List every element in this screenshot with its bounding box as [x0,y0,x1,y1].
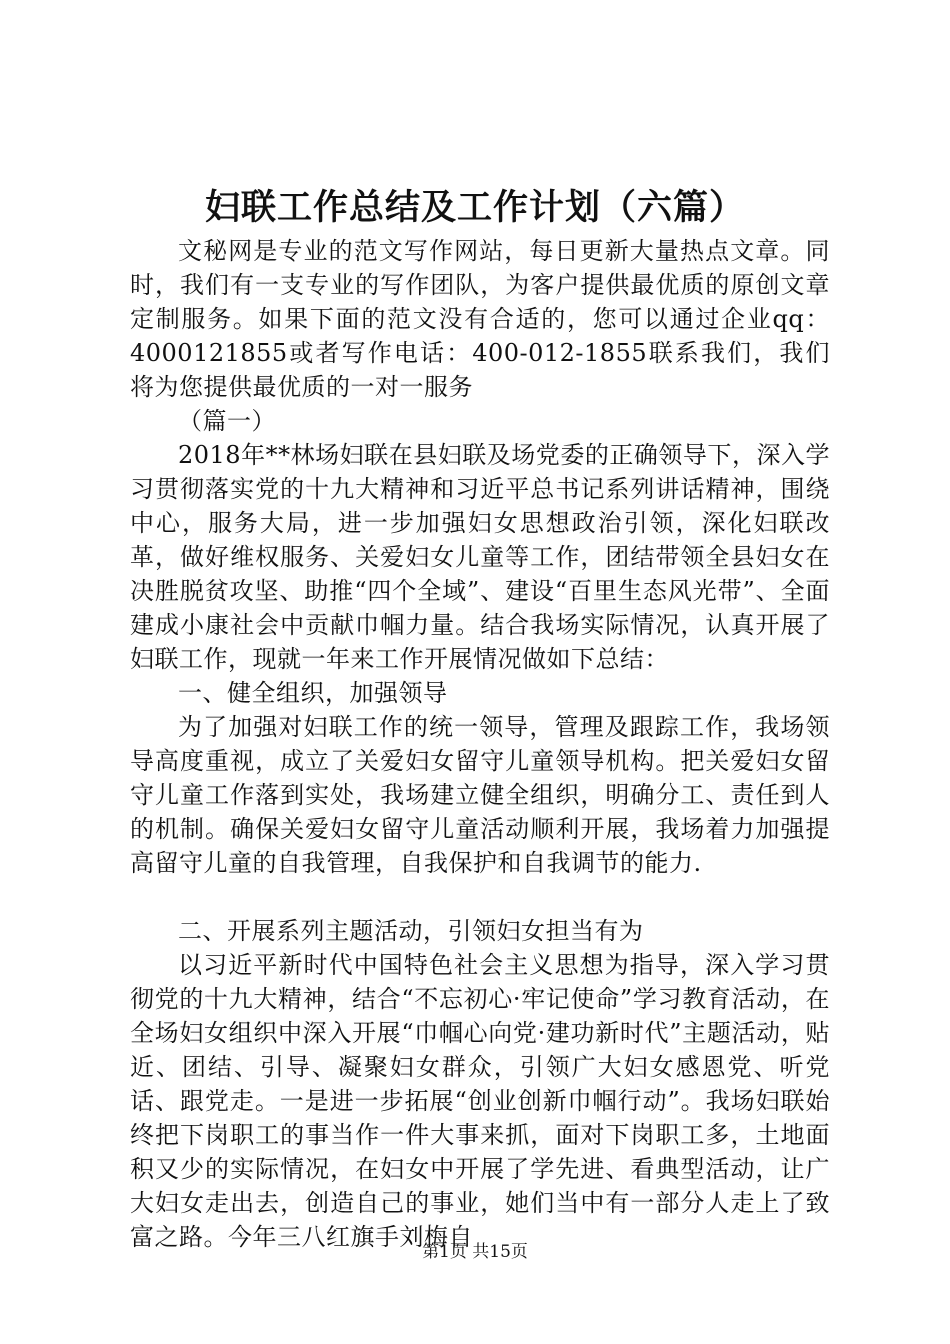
section-heading-1: 一、健全组织，加强领导 [178,679,448,707]
section-1-paragraph: 为了加强对妇联工作的统一领导，管理及跟踪工作，我场领导高度重视，成立了关爱妇女留守儿童领导机构。把关爱妇女留守儿童工作落到实处，我场建立健全组织，明确分工、责任到人的机制。确保关爱妇女留守儿童活动顺利开展，我场着力加强提高留守儿童的自我管理，自我保护和自我调节的能力. [130,713,830,877]
section-heading-2: 二、开展系列主题活动，引领妇女担当有为 [178,917,644,945]
section-2-paragraph: 以习近平新时代中国特色社会主义思想为指导，深入学习贯彻党的十九大精神，结合“不忘初心·牢记使命”学习教育活动，在全场妇女组织中深入开展“巾帼心向党·建功新时代”主题活动，贴近、团结、引导、凝聚妇女群众，引领广大妇女感恩党、听党话、跟党走。一是进一步拓展“创业创新巾帼行动”。我场妇联始终把下岗职工的事当作一件大事来抓，面对下岗职工多，土地面积又少的实际情况，在妇女中开展了学先进、看典型活动，让广大妇女走出去，创造自己的事业，她们当中有一部分人走上了致富之路。今年三八红旗手刘梅自 [130,951,830,1251]
summary-paragraph: 2018年**林场妇联在县妇联及场党委的正确领导下，深入学习贯彻落实党的十九大精神和习近平总书记系列讲话精神，围绕中心，服务大局，进一步加强妇女思想政治引领，深化妇联改革，做好维权服务、关爱妇女儿童等工作，团结带领全县妇女在决胜脱贫攻坚、助推“四个全域”、建设“百里生态风光带”、全面建成小康社会中贡献巾帼力量。结合我场实际情况，认真开展了妇联工作，现就一年来工作开展情况做如下总结： [130,441,830,673]
document-body [130,234,830,1254]
intro-paragraph: 文秘网是专业的范文写作网站，每日更新大量热点文章。同时，我们有一支专业的写作团队，为客户提供最优质的原创文章定制服务。如果下面的范文没有合适的，您可以通过企业qq：4000121855或者写作电话：400-012-1855联系我们，我们将为您提供最优质的一对一服务 [130,237,830,401]
document-title: 妇联工作总结及工作计划（六篇） [204,187,745,228]
page-number-footer: 第1页 共15页 [422,1242,528,1262]
section-label-part-one: （篇一） [178,407,276,435]
